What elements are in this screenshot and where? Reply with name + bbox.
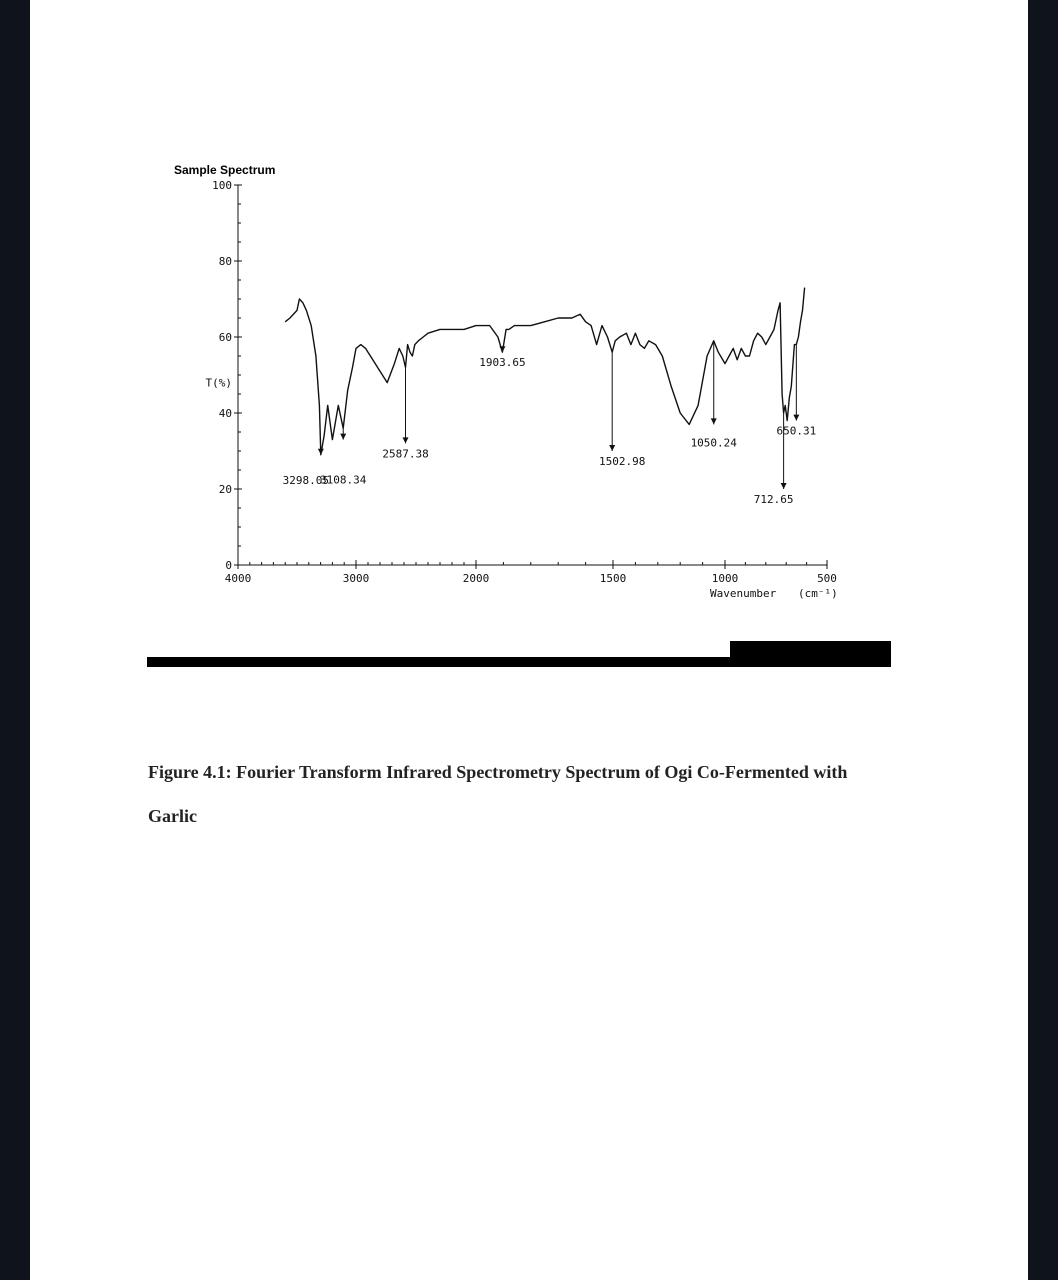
peak-label: 650.31 bbox=[776, 424, 817, 438]
spectrum-line bbox=[285, 288, 804, 455]
y-tick-label: 80 bbox=[218, 255, 232, 268]
y-tick-label: 0 bbox=[225, 559, 232, 572]
peak-arrowhead bbox=[318, 449, 324, 455]
figure-caption-line-2: Garlic bbox=[148, 806, 197, 826]
peak-arrowhead bbox=[499, 346, 505, 352]
peak-label: 2587.38 bbox=[382, 447, 429, 461]
chart-title: Sample Spectrum bbox=[174, 163, 276, 177]
redaction-bar bbox=[730, 641, 891, 657]
chart-axes bbox=[206, 179, 837, 585]
y-tick-label: 20 bbox=[218, 483, 232, 496]
x-tick-label: 4000 bbox=[224, 572, 252, 585]
peak-label: 1502.98 bbox=[599, 455, 646, 468]
peak-label: 712.65 bbox=[753, 493, 794, 506]
peak-label: 3298.05 bbox=[282, 473, 330, 487]
x-tick-label: 3000 bbox=[342, 572, 370, 585]
peak-label: 1050.24 bbox=[690, 436, 737, 450]
y-tick-label: 40 bbox=[218, 407, 232, 420]
x-tick-label: 500 bbox=[817, 572, 837, 585]
peak-arrowhead bbox=[793, 415, 799, 421]
x-tick-label: 1000 bbox=[711, 572, 739, 585]
y-axis-label: T(%) bbox=[205, 376, 232, 390]
peak-arrowhead bbox=[609, 445, 615, 451]
x-axis-label: Wavenumber bbox=[710, 587, 777, 600]
chart-marks bbox=[285, 288, 804, 455]
y-tick-label: 100 bbox=[212, 179, 232, 192]
peak-arrowhead bbox=[711, 418, 717, 424]
peak-labels bbox=[283, 341, 817, 506]
figure-caption-line-1: Figure 4.1: Fourier Transform Infrared Spectrometry Spectrum of Ogi Co-Fermented with bbox=[148, 762, 848, 782]
x-tick-label: 2000 bbox=[462, 572, 490, 585]
y-tick-label: 60 bbox=[218, 331, 232, 344]
peak-arrowhead bbox=[340, 434, 346, 440]
peak-arrowhead bbox=[403, 437, 409, 443]
x-axis-unit: (cm⁻¹) bbox=[798, 587, 838, 600]
peak-arrowhead bbox=[781, 483, 787, 489]
horizontal-rule bbox=[147, 657, 891, 667]
document-page bbox=[30, 0, 1028, 1280]
peak-label: 1903.65 bbox=[479, 356, 526, 370]
x-tick-label: 1500 bbox=[599, 572, 627, 585]
ftir-spectrum-chart bbox=[30, 0, 1028, 620]
peak-label: 3108.34 bbox=[320, 473, 367, 487]
